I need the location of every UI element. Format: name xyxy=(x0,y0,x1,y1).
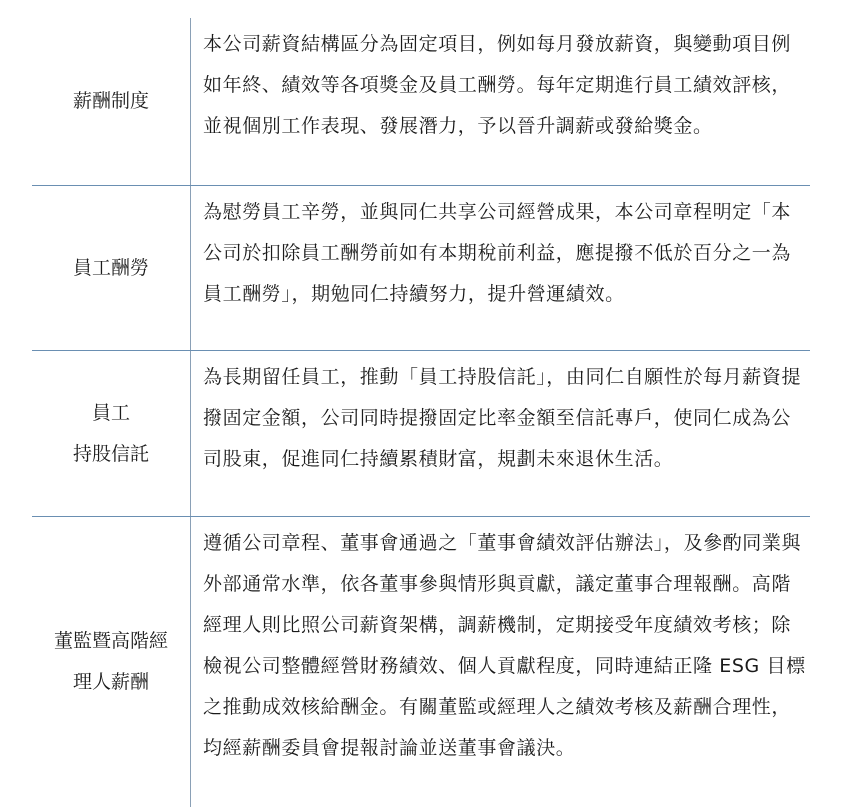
row-content: 為慰勞員工辛勞，並與同仁共享公司經營成果，本公司章程明定「本公司於扣除員工酬勞前如有本期稅前利益，應提撥不低於百分之一為員工酬勞」，期勉同仁持續努力，提升營運績效。 xyxy=(203,201,792,305)
row-label-line: 理人薪酬 xyxy=(72,671,149,693)
table-row xyxy=(32,351,810,517)
row-label-line: 員工 xyxy=(91,401,130,424)
row-label xyxy=(32,186,191,350)
table-row xyxy=(32,186,810,351)
row-label xyxy=(32,517,191,807)
row-label xyxy=(32,18,191,185)
row-label xyxy=(32,351,191,516)
row-content: 本公司薪資結構區分為固定項目，例如每月發放薪資，與變動項目例如年終、績效等各項獎金及員工酬勞。每年定期進行員工績效評核，並視個別工作表現、發展潛力，予以晉升調薪或發給獎金。 xyxy=(203,33,792,137)
row-content: 為長期留任員工，推動「員工持股信託」，由同仁自願性於每月薪資提撥固定金額，公司同時提撥固定比率金額至信託專戶，使同仁成為公司股東，促進同仁持續累積財富，規劃未來退休生活。 xyxy=(203,366,802,470)
row-label-line: 董監暨高階經 xyxy=(53,630,168,652)
table-row xyxy=(32,517,810,807)
row-content: 遵循公司章程、董事會通過之「董事會績效評估辦法」，及參酌同業與外部通常水準，依各董事參與情形與貢獻，議定董事合理報酬。高階經理人則比照公司薪資架構，調薪機制，定期接受年度績效考核；除檢視公司整體經營財務績效、個人貢獻程度，同時連結正隆 ESG 目標之推動成效核給酬金。有關董監或經理人之績效考核及薪酬合理性，均經薪酬委員會提報討論並送董事會議決。 xyxy=(203,532,806,759)
row-label-line: 持股信託 xyxy=(72,442,149,465)
compensation-table xyxy=(32,18,810,807)
row-label-line: 員工酬勞 xyxy=(72,256,149,279)
row-label-line: 薪酬制度 xyxy=(72,90,149,112)
table-row xyxy=(32,18,810,186)
